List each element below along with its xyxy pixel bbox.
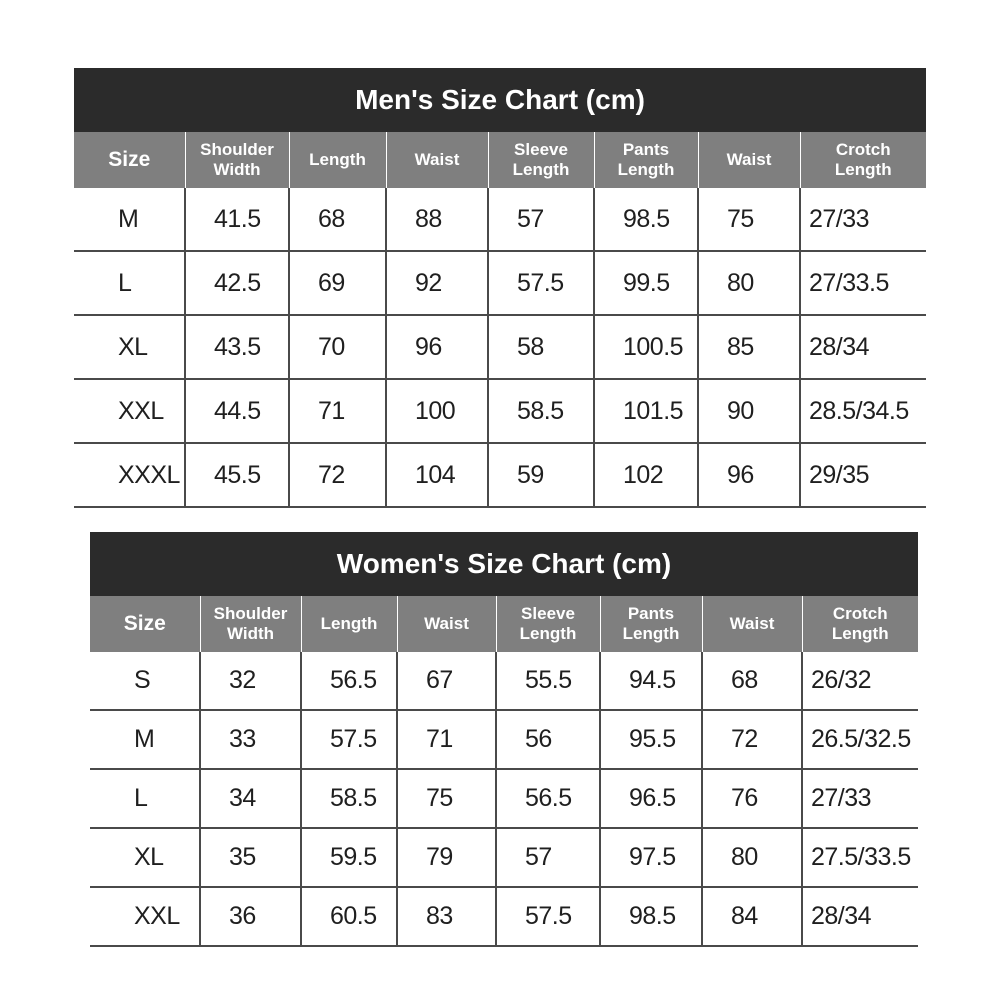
table-cell: 43.5 <box>185 315 289 379</box>
table-cell: 72 <box>702 710 802 769</box>
table-cell: 96 <box>386 315 488 379</box>
table-cell: 34 <box>200 769 301 828</box>
header-pants-length: Pants Length <box>600 596 702 652</box>
men-header-row <box>74 132 926 188</box>
table-cell: 104 <box>386 443 488 507</box>
table-cell: 42.5 <box>185 251 289 315</box>
women-size-table <box>90 596 918 947</box>
table-cell: 71 <box>397 710 496 769</box>
table-cell: 80 <box>698 251 800 315</box>
table-cell: 67 <box>397 652 496 710</box>
table-row <box>90 887 918 946</box>
table-cell: 45.5 <box>185 443 289 507</box>
table-row <box>74 188 926 251</box>
header-size: Size <box>90 596 200 652</box>
table-cell: 57 <box>496 828 600 887</box>
table-cell: 100 <box>386 379 488 443</box>
size-cell: XXL <box>74 379 185 443</box>
table-cell: 98.5 <box>594 188 698 251</box>
table-cell: 35 <box>200 828 301 887</box>
table-cell: 33 <box>200 710 301 769</box>
women-header-row <box>90 596 918 652</box>
table-cell: 79 <box>397 828 496 887</box>
table-cell: 59 <box>488 443 594 507</box>
table-cell: 27/33 <box>800 188 926 251</box>
table-cell: 96 <box>698 443 800 507</box>
table-cell: 101.5 <box>594 379 698 443</box>
table-cell: 84 <box>702 887 802 946</box>
table-cell: 85 <box>698 315 800 379</box>
header-waist-2: Waist <box>698 132 800 188</box>
table-row <box>74 379 926 443</box>
table-cell: 88 <box>386 188 488 251</box>
header-waist-2: Waist <box>702 596 802 652</box>
women-size-chart <box>90 532 918 947</box>
size-cell: XL <box>90 828 200 887</box>
header-shoulder-width: Shoulder Width <box>200 596 301 652</box>
table-cell: 98.5 <box>600 887 702 946</box>
table-cell: 26/32 <box>802 652 918 710</box>
men-chart-title: Men's Size Chart (cm) <box>74 68 926 132</box>
table-cell: 28/34 <box>800 315 926 379</box>
women-table-body <box>90 652 918 946</box>
table-cell: 75 <box>397 769 496 828</box>
header-length: Length <box>289 132 386 188</box>
table-row <box>90 710 918 769</box>
header-sleeve-length: Sleeve Length <box>496 596 600 652</box>
table-cell: 41.5 <box>185 188 289 251</box>
header-size: Size <box>74 132 185 188</box>
size-cell: S <box>90 652 200 710</box>
table-cell: 80 <box>702 828 802 887</box>
table-row <box>90 769 918 828</box>
size-cell: M <box>74 188 185 251</box>
table-cell: 70 <box>289 315 386 379</box>
table-cell: 76 <box>702 769 802 828</box>
header-shoulder-width: Shoulder Width <box>185 132 289 188</box>
table-cell: 92 <box>386 251 488 315</box>
table-cell: 26.5/32.5 <box>802 710 918 769</box>
size-cell: M <box>90 710 200 769</box>
table-cell: 36 <box>200 887 301 946</box>
table-cell: 68 <box>702 652 802 710</box>
table-cell: 72 <box>289 443 386 507</box>
table-cell: 60.5 <box>301 887 397 946</box>
header-sleeve-length: Sleeve Length <box>488 132 594 188</box>
table-row <box>74 251 926 315</box>
table-cell: 57 <box>488 188 594 251</box>
table-cell: 94.5 <box>600 652 702 710</box>
table-cell: 68 <box>289 188 386 251</box>
table-cell: 56.5 <box>496 769 600 828</box>
table-cell: 57.5 <box>488 251 594 315</box>
size-cell: XL <box>74 315 185 379</box>
header-pants-length: Pants Length <box>594 132 698 188</box>
table-cell: 32 <box>200 652 301 710</box>
size-cell: XXL <box>90 887 200 946</box>
table-cell: 59.5 <box>301 828 397 887</box>
table-cell: 75 <box>698 188 800 251</box>
table-cell: 83 <box>397 887 496 946</box>
table-cell: 58.5 <box>301 769 397 828</box>
table-cell: 71 <box>289 379 386 443</box>
table-cell: 57.5 <box>301 710 397 769</box>
table-cell: 56.5 <box>301 652 397 710</box>
size-cell: L <box>74 251 185 315</box>
table-cell: 55.5 <box>496 652 600 710</box>
table-cell: 90 <box>698 379 800 443</box>
men-table-body <box>74 188 926 507</box>
table-cell: 28/34 <box>802 887 918 946</box>
table-cell: 58 <box>488 315 594 379</box>
table-cell: 27/33.5 <box>800 251 926 315</box>
table-cell: 28.5/34.5 <box>800 379 926 443</box>
table-cell: 69 <box>289 251 386 315</box>
table-row <box>90 652 918 710</box>
header-length: Length <box>301 596 397 652</box>
header-crotch-length: Crotch Length <box>802 596 918 652</box>
table-cell: 29/35 <box>800 443 926 507</box>
men-size-table <box>74 132 926 508</box>
table-cell: 27/33 <box>802 769 918 828</box>
table-cell: 99.5 <box>594 251 698 315</box>
header-waist: Waist <box>397 596 496 652</box>
table-cell: 56 <box>496 710 600 769</box>
table-row <box>74 315 926 379</box>
table-cell: 97.5 <box>600 828 702 887</box>
men-size-chart <box>74 68 926 508</box>
table-cell: 95.5 <box>600 710 702 769</box>
table-row <box>74 443 926 507</box>
size-cell: XXXL <box>74 443 185 507</box>
table-cell: 96.5 <box>600 769 702 828</box>
table-row <box>90 828 918 887</box>
table-cell: 57.5 <box>496 887 600 946</box>
table-cell: 100.5 <box>594 315 698 379</box>
women-chart-title: Women's Size Chart (cm) <box>90 532 918 596</box>
table-cell: 102 <box>594 443 698 507</box>
size-cell: L <box>90 769 200 828</box>
header-waist: Waist <box>386 132 488 188</box>
table-cell: 44.5 <box>185 379 289 443</box>
table-cell: 27.5/33.5 <box>802 828 918 887</box>
table-cell: 58.5 <box>488 379 594 443</box>
header-crotch-length: Crotch Length <box>800 132 926 188</box>
